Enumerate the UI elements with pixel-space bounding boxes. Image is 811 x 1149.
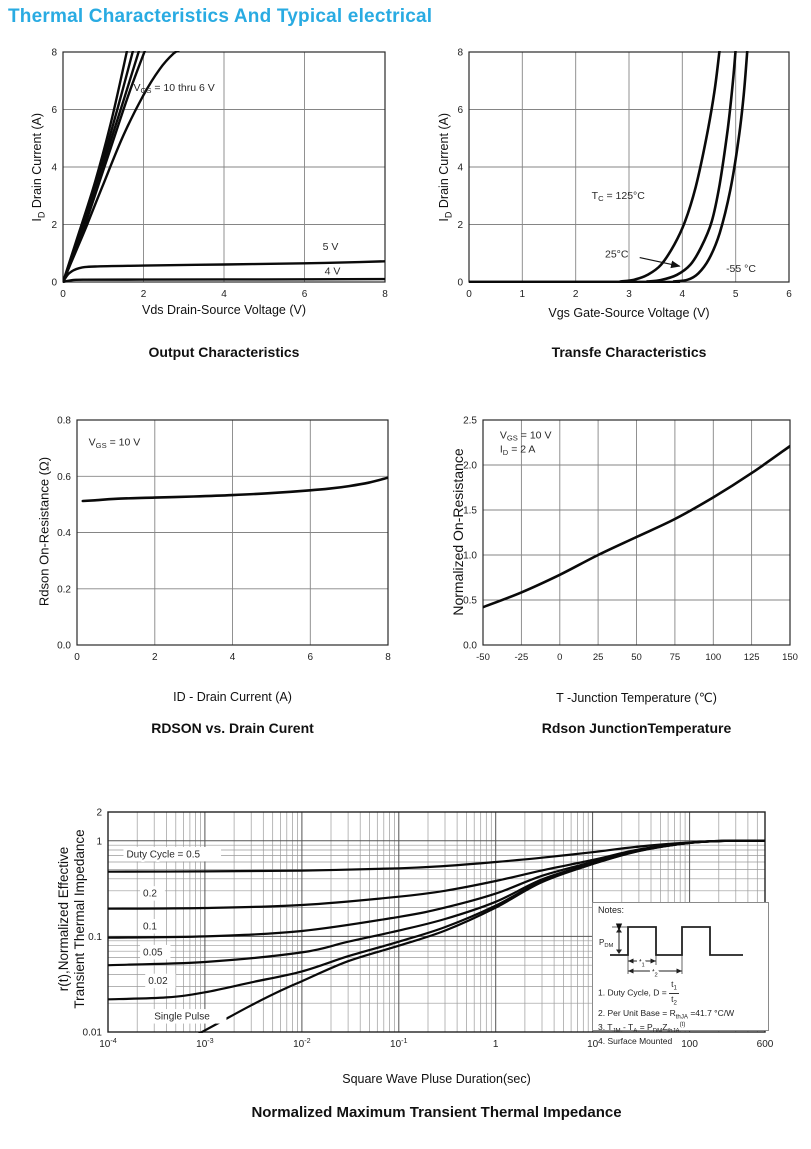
xlabel-output-characteristics: Vds Drain-Source Voltage (V) <box>142 303 306 317</box>
ylabel-thermal-impedance-line1: r(t),Normalized Effective <box>56 846 71 992</box>
series <box>469 49 747 282</box>
x-tick: 0 <box>74 652 80 663</box>
note-line-2: 2. Per Unit Base = $R_{thJA} =41.7$ °C/W <box>598 1007 735 1021</box>
y-tick: 4 <box>51 162 57 174</box>
y-tick: 0.8 <box>57 415 71 427</box>
annotation: $T_C = 125^\circ C$ <box>591 189 645 204</box>
series-TC=25C <box>469 49 736 282</box>
title-rdson-drain-current: RDSON vs. Drain Curent <box>151 720 314 736</box>
chart-rdson-vs-junction-temperature <box>463 416 798 664</box>
x-tick: 125 <box>743 652 760 663</box>
notes-title: Notes: <box>598 905 625 915</box>
x-tick: $10^{-4}$ <box>99 1036 117 1050</box>
annotation: 0.05 <box>143 947 163 959</box>
t2-label: $t_2$ <box>652 967 658 977</box>
x-tick: 6 <box>301 289 308 300</box>
x-tick: 10 <box>587 1039 599 1050</box>
x-tick: $10^{-3}$ <box>196 1036 214 1050</box>
annotation: $V_{GS} = 10$ V <box>88 436 141 450</box>
series-Rdson <box>83 478 388 501</box>
y-tick: 0.5 <box>463 595 477 607</box>
y-tick: 6 <box>457 105 463 116</box>
xlabel-transfer-characteristics: Vgs Gate-Source Voltage (V) <box>548 306 710 320</box>
y-tick: 1.0 <box>463 550 477 562</box>
ylabel-output-characteristics: $I_D$ Drain Current (A) <box>29 112 47 222</box>
series-TC=-55C <box>469 49 747 282</box>
y-tick: 0.0 <box>463 640 477 652</box>
annotations <box>500 429 552 457</box>
x-tick: 8 <box>385 652 391 663</box>
ylabel-rdson-junction-temperature: Normalized On-Resistance <box>450 448 466 616</box>
y-tick: 0 <box>457 277 463 289</box>
y-tick: 6 <box>51 105 57 116</box>
grid <box>77 420 388 645</box>
y-tick: 2 <box>457 220 463 231</box>
title-output-characteristics: Output Characteristics <box>148 344 300 360</box>
page-title: Thermal Characteristics And Typical electrical <box>8 6 433 27</box>
y-tick: 2.0 <box>463 460 477 472</box>
y-tick: 0 <box>51 277 57 289</box>
title-rdson-junction-temperature: Rdson JunctionTemperature <box>541 720 732 736</box>
x-tick: 0 <box>557 652 563 663</box>
y-tick: 0.01 <box>82 1027 102 1039</box>
pdm-label: $P_{DM}$ <box>599 938 614 949</box>
annotation: 5 V <box>322 240 339 253</box>
annotations <box>133 82 340 278</box>
annotation: 0.1 <box>143 921 157 933</box>
xlabel-rdson-junction-temperature: T -Junction Temperature (℃) <box>556 691 717 705</box>
x-tick: 150 <box>782 652 798 663</box>
grid <box>469 52 789 282</box>
ylabel-transfer-characteristics: $I_D$ Drain Current (A) <box>436 112 454 222</box>
duty-cycle-fraction: $\frac{t_1}{t_2}$ <box>671 979 677 1007</box>
y-tick: 0.4 <box>57 528 71 539</box>
x-tick: 4 <box>679 289 686 300</box>
ylabel-rdson-drain-current: Rdson On-Resistance (Ω) <box>36 456 52 607</box>
title-transfer-characteristics: Transfe Characteristics <box>551 344 707 360</box>
x-tick: 4 <box>229 652 236 663</box>
series-VGS=10V <box>63 49 127 282</box>
ylabel-thermal-impedance-line2: Transient Thermal Impedance <box>72 829 87 1009</box>
tick-labels <box>57 416 391 664</box>
x-tick: 75 <box>669 652 681 663</box>
annotation: $I_D = 2$ A <box>499 443 536 458</box>
x-tick: 1 <box>492 1039 499 1050</box>
x-tick: $10^{-1}$ <box>390 1036 408 1050</box>
x-tick: 6 <box>307 652 314 663</box>
y-tick: 0.0 <box>57 640 71 652</box>
x-tick: 8 <box>382 289 388 300</box>
annotation: Duty Cycle = 0.5 <box>126 849 201 861</box>
x-tick: 1 <box>519 289 526 300</box>
annotation: 0.2 <box>143 888 157 900</box>
pulse-waveform <box>598 915 756 977</box>
y-tick: 0.6 <box>57 471 71 483</box>
y-tick: 2 <box>51 220 57 231</box>
x-tick: 100 <box>681 1039 698 1050</box>
x-tick: 100 <box>705 652 722 663</box>
annotation: 0.02 <box>148 976 168 988</box>
y-tick: 2 <box>96 807 102 819</box>
chart-transfer-characteristics <box>457 48 792 301</box>
x-tick: 6 <box>786 289 792 300</box>
y-tick: 4 <box>457 162 463 174</box>
x-tick: -25 <box>514 652 529 663</box>
x-tick: 3 <box>626 289 632 300</box>
x-tick: 2 <box>572 289 579 300</box>
y-tick: 1.5 <box>463 505 477 517</box>
annotations <box>89 437 141 450</box>
x-tick: 2 <box>151 652 158 663</box>
note-line-4: 4. Surface Mounted <box>598 1035 673 1046</box>
x-tick: 25 <box>592 652 604 663</box>
xlabel-thermal-impedance: Square Wave Pluse Duration(sec) <box>342 1072 531 1086</box>
y-tick: 8 <box>457 47 463 59</box>
series <box>83 478 388 501</box>
chart-output-characteristics <box>51 48 388 301</box>
chart-rdson-vs-drain-current <box>57 416 391 664</box>
annotation: $V_{GS} = 10$ thru 6 V <box>133 81 215 96</box>
title-thermal-impedance: Normalized Maximum Transient Thermal Impedance <box>251 1104 622 1121</box>
x-tick: 4 <box>221 289 227 300</box>
annotations <box>592 190 757 275</box>
y-tick: 0.2 <box>57 584 71 596</box>
y-tick: 8 <box>51 47 57 59</box>
x-tick: 600 <box>756 1039 774 1050</box>
y-tick: 2.5 <box>463 415 477 427</box>
x-tick: $10^{-2}$ <box>293 1036 311 1050</box>
xlabel-rdson-drain-current: ID - Drain Current (A) <box>173 690 292 704</box>
annotation: -55 °C <box>726 263 756 276</box>
x-tick: 0 <box>466 289 472 300</box>
x-tick: 2 <box>140 289 147 300</box>
t1-label: $t_1$ <box>639 957 645 969</box>
x-tick: 0 <box>60 289 66 300</box>
y-tick: 0.1 <box>88 931 102 943</box>
x-tick: 50 <box>631 652 642 663</box>
x-tick: -50 <box>476 652 490 663</box>
note-line-3: 3. $T_{JM} - T_A = P_{DM}Z_{thJA}^{(t)}$ <box>598 1021 686 1035</box>
annotation: $V_{GS} = 10$ V <box>499 429 552 443</box>
x-tick: 5 <box>732 289 739 300</box>
annotation: 4 V <box>324 265 341 278</box>
annotation: Single Pulse <box>154 1011 210 1023</box>
annotation: 25°C <box>605 248 629 261</box>
y-tick: 1 <box>96 836 102 848</box>
note-line-1: 1. Duty Cycle, D = $\frac{t_1}{t_2}$ <box>598 979 677 1007</box>
ylabel-thermal-impedance <box>56 769 88 1069</box>
